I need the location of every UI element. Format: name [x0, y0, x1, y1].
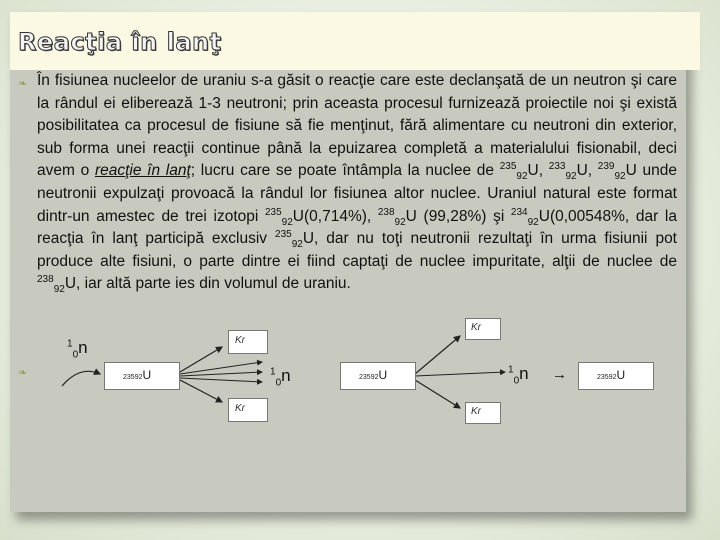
fragment-arrow — [415, 336, 460, 374]
uranium-label — [359, 368, 387, 382]
uranium-nucleus-box — [578, 362, 654, 390]
text-segment: , iar altă parte ies din volumul de uraniu. — [76, 275, 351, 293]
text-segment: În fisiunea nucleelor de uraniu s-a găsit o reacţie care este declanşată de un neutron şi care la rândul ei eliberează 1-3 neutroni; prin aceasta procesul furnizează proiectile noi şi există posibilitatea ca procesul de fisiune să fie menţinut, fără alimentare cu neutroni din exterior, sub forma unei reacţii continue până la epuizarea completă a materialului fisionabil, deci avem o — [37, 72, 677, 180]
element-symbol: U — [538, 207, 550, 225]
slide-title: Reacţia în lanţ — [18, 28, 222, 56]
fragment-arrow — [415, 380, 460, 408]
neutron-label — [508, 364, 529, 387]
krypton-fragment-box — [465, 318, 501, 340]
mass-number: 235 — [264, 206, 282, 218]
fragment-arrow — [180, 380, 222, 402]
text-segment: , dar nu toţi neutronii rezultaţi în urma fisiunii pot produce alte fisiuni, o parte dintre ei fiind captaţi de nuclee impuritate, alţii de nuclee de — [37, 230, 677, 270]
atomic-number: 0 — [275, 377, 282, 389]
atomic-number: 92 — [281, 216, 293, 228]
fragment-label: Kr — [471, 322, 481, 333]
element-symbol: U — [625, 162, 637, 180]
krypton-fragment-box — [228, 398, 268, 422]
atomic-number: 92 — [516, 171, 528, 183]
element-symbol: U — [527, 162, 539, 180]
mass-number: 1 — [270, 366, 276, 378]
uranium-label — [123, 368, 151, 382]
neutron-arrow — [180, 378, 262, 382]
abundance: (0,00548%, dar la reacţia în lanţ participă exclusiv — [37, 207, 677, 248]
atomic-number: 92 — [370, 374, 379, 381]
element-symbol: U — [292, 207, 304, 225]
fragment-arrow — [180, 347, 222, 372]
mass-number: 1 — [508, 364, 514, 376]
element-symbol: U — [616, 368, 626, 382]
mass-number: 238 — [37, 274, 54, 286]
mass-number: 233 — [548, 161, 566, 173]
neutron-symbol: n — [78, 338, 88, 357]
fragment-label: Kr — [235, 335, 245, 346]
neutron-symbol: n — [281, 366, 291, 385]
mass-number: 234 — [510, 206, 528, 218]
neutron-arrow — [415, 372, 505, 376]
chain-reaction-term: reacţie în lanţ — [94, 162, 191, 180]
mass-number: 235 — [123, 374, 135, 381]
reaction-arrow: → — [552, 366, 567, 383]
separator: , — [587, 162, 598, 180]
atomic-number: 92 — [608, 374, 617, 381]
atomic-number: 92 — [53, 284, 65, 296]
bullet-icon: ❧ — [18, 78, 28, 90]
mass-number: 239 — [597, 161, 615, 173]
mass-number: 1 — [67, 338, 73, 350]
abundance: (99,28%) şi — [416, 207, 511, 225]
uranium-nucleus-box — [104, 362, 180, 390]
element-symbol: U — [576, 162, 588, 180]
atomic-number: 0 — [72, 349, 79, 361]
atomic-number: 0 — [513, 375, 520, 387]
element-symbol: U — [142, 368, 152, 382]
mass-number: 235 — [499, 161, 517, 173]
atomic-number: 92 — [614, 171, 626, 183]
atomic-number: 92 — [291, 239, 303, 251]
separator: , — [538, 162, 549, 180]
mass-number: 235 — [275, 229, 292, 240]
text-segment: ; lucru care se poate întâmpla la nuclee de — [190, 162, 500, 180]
mass-number: 235 — [359, 374, 371, 381]
abundance: (0,714%), — [304, 207, 378, 225]
mass-number: 238 — [377, 206, 395, 218]
fragment-label: Kr — [471, 406, 481, 417]
krypton-fragment-box — [465, 402, 501, 424]
uranium-label — [597, 368, 625, 382]
atomic-number: 92 — [134, 374, 143, 381]
element-symbol: U — [405, 207, 417, 225]
atomic-number: 92 — [394, 216, 406, 228]
neutron-label — [270, 366, 291, 389]
text-segment: unde neutronii expulzaţi provoacă la rândul lor fisiunea altor nuclee. Uraniul natural este format dintr-un amestec de trei izotopi — [37, 162, 677, 225]
incoming-neutron-arrow — [62, 371, 100, 386]
bullet-icon: ❧ — [18, 367, 28, 379]
element-symbol: U — [378, 368, 388, 382]
element-symbol: U — [302, 230, 315, 248]
fragment-label: Kr — [235, 403, 245, 414]
atomic-number: 92 — [527, 216, 539, 228]
uranium-nucleus-box — [340, 362, 416, 390]
atomic-number: 92 — [565, 171, 577, 183]
element-symbol: U — [64, 275, 77, 293]
mass-number: 235 — [597, 374, 609, 381]
krypton-fragment-box — [228, 330, 268, 354]
neutron-symbol: n — [519, 364, 529, 383]
